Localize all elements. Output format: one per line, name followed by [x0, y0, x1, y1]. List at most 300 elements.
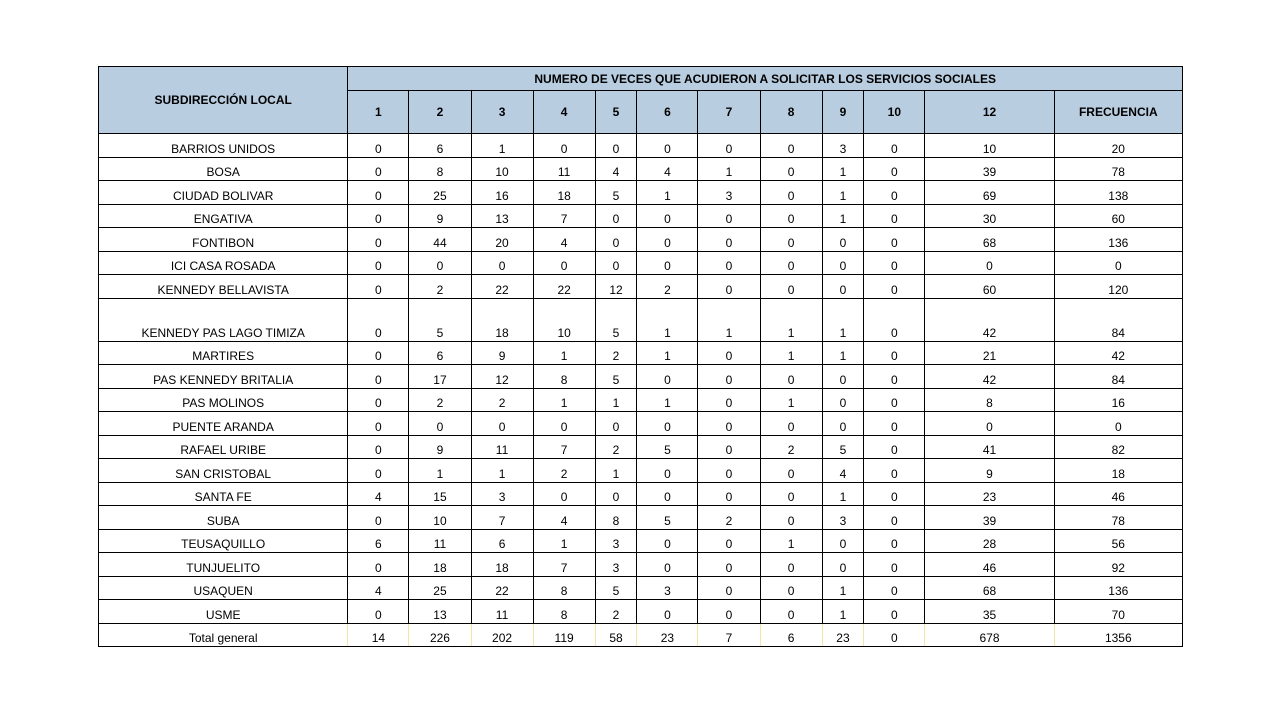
table-cell: 0: [698, 251, 760, 275]
table-cell: 6: [409, 134, 471, 158]
table-cell: 0: [533, 251, 595, 275]
table-cell: 0: [925, 251, 1054, 275]
table-cell: 0: [348, 600, 409, 624]
table-cell: 39: [925, 506, 1054, 530]
table-cell: 11: [471, 435, 533, 459]
table-cell: 0: [864, 412, 925, 436]
table-cell: 6: [471, 529, 533, 553]
table-cell: 0: [637, 365, 698, 389]
table-cell: 0: [822, 228, 864, 252]
table-cell: 9: [471, 341, 533, 365]
table-cell: 0: [698, 600, 760, 624]
table-cell: 0: [822, 412, 864, 436]
table-cell: 8: [595, 506, 637, 530]
table-cell: 6: [348, 529, 409, 553]
table-cell: 6: [760, 623, 822, 647]
table-cell: 2: [533, 459, 595, 483]
table-cell: 2: [760, 435, 822, 459]
table-cell: 1: [409, 459, 471, 483]
table-cell: 0: [637, 412, 698, 436]
table-cell: 0: [864, 181, 925, 205]
table-cell: 16: [471, 181, 533, 205]
table-cell: 8: [925, 388, 1054, 412]
table-cell: 3: [471, 482, 533, 506]
table-cell: 1: [637, 298, 698, 341]
table-row: [99, 412, 1183, 436]
table-row: [99, 251, 1183, 275]
table-cell: 14: [348, 623, 409, 647]
table-cell: 0: [348, 298, 409, 341]
table-cell: 0: [595, 228, 637, 252]
table-cell: 8: [533, 365, 595, 389]
table-cell: 0: [760, 600, 822, 624]
table-cell: 0: [637, 529, 698, 553]
table-cell: 0: [348, 412, 409, 436]
table-cell: 0: [637, 553, 698, 577]
table-cell: 0: [760, 576, 822, 600]
table-cell: 60: [1054, 204, 1182, 228]
table-cell: 0: [864, 275, 925, 299]
table-cell: 0: [698, 553, 760, 577]
table-cell: 46: [1054, 482, 1182, 506]
row-label: RAFAEL URIBE: [99, 435, 348, 459]
table-cell: 8: [533, 600, 595, 624]
table-cell: 30: [925, 204, 1054, 228]
table-cell: 0: [864, 459, 925, 483]
row-label: CIUDAD BOLIVAR: [99, 181, 348, 205]
table-cell: 8: [533, 576, 595, 600]
table-cell: 5: [637, 435, 698, 459]
table-row: [99, 553, 1183, 577]
table-cell: 11: [409, 529, 471, 553]
table-cell: 9: [409, 435, 471, 459]
table-cell: 10: [533, 298, 595, 341]
table-cell: 58: [595, 623, 637, 647]
table-cell: 3: [595, 529, 637, 553]
table-cell: 1: [698, 298, 760, 341]
table-cell: 0: [864, 365, 925, 389]
table-cell: 0: [760, 365, 822, 389]
table-cell: 18: [471, 298, 533, 341]
table-cell: 0: [409, 251, 471, 275]
table-cell: 1: [822, 181, 864, 205]
table-row: [99, 459, 1183, 483]
table-cell: 84: [1054, 298, 1182, 341]
table-cell: 4: [348, 576, 409, 600]
table-cell: 5: [822, 435, 864, 459]
table-cell: 0: [637, 600, 698, 624]
table-cell: 0: [698, 482, 760, 506]
table-row: [99, 298, 1183, 341]
table-cell: 1: [822, 600, 864, 624]
table-cell: 4: [595, 157, 637, 181]
table-cell: 1: [760, 341, 822, 365]
table-cell: 0: [348, 388, 409, 412]
column-header: 10: [864, 91, 925, 134]
table-cell: 39: [925, 157, 1054, 181]
table-cell: 1: [533, 388, 595, 412]
table-cell: 22: [471, 275, 533, 299]
table-cell: 7: [471, 506, 533, 530]
table-cell: 1: [822, 204, 864, 228]
table-cell: 0: [864, 529, 925, 553]
column-header: 5: [595, 91, 637, 134]
total-row: [99, 623, 1183, 647]
table-cell: 1: [822, 341, 864, 365]
column-header: FRECUENCIA: [1054, 91, 1182, 134]
table-cell: 20: [471, 228, 533, 252]
table-cell: 10: [471, 157, 533, 181]
row-label: PUENTE ARANDA: [99, 412, 348, 436]
table-cell: 84: [1054, 365, 1182, 389]
table-cell: 0: [698, 275, 760, 299]
row-label-header: SUBDIRECCIÓN LOCAL: [99, 67, 348, 134]
table-cell: 0: [925, 412, 1054, 436]
table-cell: 60: [925, 275, 1054, 299]
table-cell: 0: [760, 553, 822, 577]
table-cell: 1: [533, 529, 595, 553]
table-cell: 0: [698, 435, 760, 459]
table-cell: 1: [698, 157, 760, 181]
table-cell: 6: [409, 341, 471, 365]
table-row: [99, 600, 1183, 624]
table-cell: 42: [1054, 341, 1182, 365]
table-row: [99, 341, 1183, 365]
table-cell: 23: [822, 623, 864, 647]
column-header: 9: [822, 91, 864, 134]
table-cell: 11: [471, 600, 533, 624]
table-cell: 1: [822, 576, 864, 600]
column-header: 12: [925, 91, 1054, 134]
table-cell: 0: [864, 298, 925, 341]
table-cell: 92: [1054, 553, 1182, 577]
table-cell: 0: [637, 134, 698, 158]
table-cell: 3: [637, 576, 698, 600]
table-cell: 678: [925, 623, 1054, 647]
table-cell: 22: [471, 576, 533, 600]
column-header: 4: [533, 91, 595, 134]
table-cell: 20: [1054, 134, 1182, 158]
table-cell: 78: [1054, 506, 1182, 530]
table-cell: 1: [822, 298, 864, 341]
table-cell: 0: [822, 553, 864, 577]
column-header: 7: [698, 91, 760, 134]
table-cell: 0: [471, 412, 533, 436]
table-cell: 2: [409, 388, 471, 412]
table-cell: 0: [348, 181, 409, 205]
table-cell: 0: [698, 134, 760, 158]
table-cell: 44: [409, 228, 471, 252]
row-label: SUBA: [99, 506, 348, 530]
table-cell: 0: [637, 251, 698, 275]
table-row: [99, 275, 1183, 299]
table-cell: 69: [925, 181, 1054, 205]
table-cell: 0: [864, 134, 925, 158]
table-cell: 3: [822, 134, 864, 158]
table-row: [99, 181, 1183, 205]
table-cell: 0: [760, 134, 822, 158]
table-cell: 41: [925, 435, 1054, 459]
row-label: KENNEDY BELLAVISTA: [99, 275, 348, 299]
table-row: [99, 228, 1183, 252]
table-row: [99, 134, 1183, 158]
table-cell: 5: [595, 365, 637, 389]
table-cell: 56: [1054, 529, 1182, 553]
table-cell: 70: [1054, 600, 1182, 624]
table-cell: 2: [698, 506, 760, 530]
table-cell: 0: [533, 412, 595, 436]
table-cell: 3: [822, 506, 864, 530]
table-cell: 0: [864, 251, 925, 275]
table-cell: 12: [471, 365, 533, 389]
table-cell: 25: [409, 576, 471, 600]
table-cell: 78: [1054, 157, 1182, 181]
row-label: TUNJUELITO: [99, 553, 348, 577]
table-cell: 23: [925, 482, 1054, 506]
table-cell: 0: [698, 388, 760, 412]
table-cell: 0: [864, 623, 925, 647]
table-cell: 1: [471, 134, 533, 158]
row-label: PAS KENNEDY BRITALIA: [99, 365, 348, 389]
table-cell: 4: [348, 482, 409, 506]
table-cell: 10: [409, 506, 471, 530]
table-cell: 1: [471, 459, 533, 483]
table-cell: 136: [1054, 576, 1182, 600]
table-cell: 0: [822, 365, 864, 389]
table-cell: 22: [533, 275, 595, 299]
table-cell: 7: [698, 623, 760, 647]
table-cell: 1: [637, 388, 698, 412]
row-label: SANTA FE: [99, 482, 348, 506]
table-cell: 28: [925, 529, 1054, 553]
table-cell: 13: [471, 204, 533, 228]
table-cell: 46: [925, 553, 1054, 577]
table-cell: 0: [698, 412, 760, 436]
table-cell: 0: [1054, 412, 1182, 436]
table-cell: 120: [1054, 275, 1182, 299]
table-cell: 0: [348, 341, 409, 365]
table-cell: 4: [822, 459, 864, 483]
table-cell: 0: [864, 506, 925, 530]
table-cell: 18: [471, 553, 533, 577]
table-cell: 0: [533, 482, 595, 506]
table-cell: 42: [925, 298, 1054, 341]
table-cell: 0: [760, 157, 822, 181]
table-cell: 1: [595, 459, 637, 483]
table-cell: 0: [760, 228, 822, 252]
table-cell: 202: [471, 623, 533, 647]
table-cell: 0: [698, 365, 760, 389]
table-cell: 0: [348, 365, 409, 389]
table-cell: 0: [348, 204, 409, 228]
row-label: BARRIOS UNIDOS: [99, 134, 348, 158]
row-label: BOSA: [99, 157, 348, 181]
table-cell: 138: [1054, 181, 1182, 205]
table-cell: 0: [637, 482, 698, 506]
table-cell: 0: [348, 134, 409, 158]
table-cell: 16: [1054, 388, 1182, 412]
table-row: [99, 482, 1183, 506]
table-cell: 0: [760, 251, 822, 275]
row-label: ICI CASA ROSADA: [99, 251, 348, 275]
group-header: NUMERO DE VECES QUE ACUDIERON A SOLICITAR LOS SERVICIOS SOCIALES: [348, 67, 1183, 91]
table-cell: 0: [822, 529, 864, 553]
table-cell: 0: [864, 388, 925, 412]
table-cell: 0: [348, 506, 409, 530]
table-cell: 0: [595, 251, 637, 275]
table-cell: 1: [760, 529, 822, 553]
table-cell: 18: [1054, 459, 1182, 483]
table-cell: 136: [1054, 228, 1182, 252]
table-cell: 5: [595, 298, 637, 341]
table-cell: 25: [409, 181, 471, 205]
table-cell: 0: [698, 529, 760, 553]
table-cell: 0: [409, 412, 471, 436]
table-cell: 0: [760, 275, 822, 299]
table-cell: 0: [864, 435, 925, 459]
table-cell: 23: [637, 623, 698, 647]
table-cell: 0: [637, 204, 698, 228]
row-label: ENGATIVA: [99, 204, 348, 228]
table-cell: 0: [698, 341, 760, 365]
table-cell: 0: [864, 204, 925, 228]
table-cell: 2: [595, 435, 637, 459]
row-label: USAQUEN: [99, 576, 348, 600]
table-cell: 10: [925, 134, 1054, 158]
column-header: 1: [348, 91, 409, 134]
table-cell: 1: [637, 341, 698, 365]
table-cell: 119: [533, 623, 595, 647]
table-cell: 0: [864, 576, 925, 600]
table-cell: 0: [348, 459, 409, 483]
row-label: KENNEDY PAS LAGO TIMIZA: [99, 298, 348, 341]
row-label: USME: [99, 600, 348, 624]
table-cell: 0: [471, 251, 533, 275]
table-cell: 13: [409, 600, 471, 624]
table-cell: 0: [760, 204, 822, 228]
table-cell: 82: [1054, 435, 1182, 459]
column-header: 6: [637, 91, 698, 134]
table-cell: 1: [760, 298, 822, 341]
table-cell: 0: [595, 204, 637, 228]
row-label: SAN CRISTOBAL: [99, 459, 348, 483]
table-cell: 0: [348, 251, 409, 275]
table-cell: 226: [409, 623, 471, 647]
table-cell: 1: [822, 157, 864, 181]
table-cell: 0: [637, 459, 698, 483]
table-cell: 9: [925, 459, 1054, 483]
table-cell: 0: [760, 506, 822, 530]
table-cell: 42: [925, 365, 1054, 389]
table-cell: 2: [595, 600, 637, 624]
table-row: [99, 157, 1183, 181]
table-cell: 5: [637, 506, 698, 530]
table-cell: 3: [595, 553, 637, 577]
table-cell: 7: [533, 553, 595, 577]
table-cell: 11: [533, 157, 595, 181]
table-cell: 0: [348, 275, 409, 299]
table-cell: 1: [637, 181, 698, 205]
table-cell: 0: [348, 553, 409, 577]
table-cell: 1: [595, 388, 637, 412]
table-cell: 0: [822, 251, 864, 275]
table-cell: 5: [595, 181, 637, 205]
table-row: [99, 388, 1183, 412]
table-cell: 17: [409, 365, 471, 389]
table-cell: 15: [409, 482, 471, 506]
table-cell: 2: [409, 275, 471, 299]
table-cell: 1: [822, 482, 864, 506]
table-cell: 0: [864, 341, 925, 365]
table-cell: 0: [864, 600, 925, 624]
table-cell: 7: [533, 435, 595, 459]
table-cell: 12: [595, 275, 637, 299]
table-row: [99, 576, 1183, 600]
table-cell: 2: [595, 341, 637, 365]
table-row: [99, 365, 1183, 389]
table-cell: 5: [409, 298, 471, 341]
table-cell: 4: [637, 157, 698, 181]
table-cell: 0: [637, 228, 698, 252]
row-label: TEUSAQUILLO: [99, 529, 348, 553]
table-cell: 0: [822, 388, 864, 412]
table-cell: 35: [925, 600, 1054, 624]
table-cell: 0: [533, 134, 595, 158]
table-cell: 9: [409, 204, 471, 228]
table-cell: 0: [822, 275, 864, 299]
table-cell: 0: [760, 459, 822, 483]
table-row: [99, 529, 1183, 553]
row-label: PAS MOLINOS: [99, 388, 348, 412]
table-cell: 0: [864, 553, 925, 577]
row-label: FONTIBON: [99, 228, 348, 252]
table-row: [99, 204, 1183, 228]
table-cell: 0: [348, 435, 409, 459]
table-cell: 7: [533, 204, 595, 228]
column-header: 3: [471, 91, 533, 134]
table-cell: 4: [533, 506, 595, 530]
table-cell: 0: [760, 412, 822, 436]
table-cell: 0: [595, 412, 637, 436]
table-cell: 1356: [1054, 623, 1182, 647]
table-cell: 21: [925, 341, 1054, 365]
table-cell: 4: [533, 228, 595, 252]
services-table: [98, 66, 1183, 647]
table-cell: 0: [595, 134, 637, 158]
table-cell: 5: [595, 576, 637, 600]
table-cell: 2: [637, 275, 698, 299]
table-cell: 68: [925, 576, 1054, 600]
table-cell: 8: [409, 157, 471, 181]
table-cell: 1: [760, 388, 822, 412]
table-cell: 18: [409, 553, 471, 577]
table-cell: 0: [698, 459, 760, 483]
table-cell: 0: [698, 204, 760, 228]
table-cell: 0: [698, 576, 760, 600]
table-cell: 0: [698, 228, 760, 252]
table-cell: 0: [864, 482, 925, 506]
table-cell: 0: [1054, 251, 1182, 275]
table-cell: 1: [533, 341, 595, 365]
table-cell: 3: [698, 181, 760, 205]
table-cell: 2: [471, 388, 533, 412]
table-cell: 68: [925, 228, 1054, 252]
column-header: 8: [760, 91, 822, 134]
table-cell: 0: [864, 228, 925, 252]
row-label: MARTIRES: [99, 341, 348, 365]
table-row: [99, 435, 1183, 459]
table-cell: 0: [348, 228, 409, 252]
